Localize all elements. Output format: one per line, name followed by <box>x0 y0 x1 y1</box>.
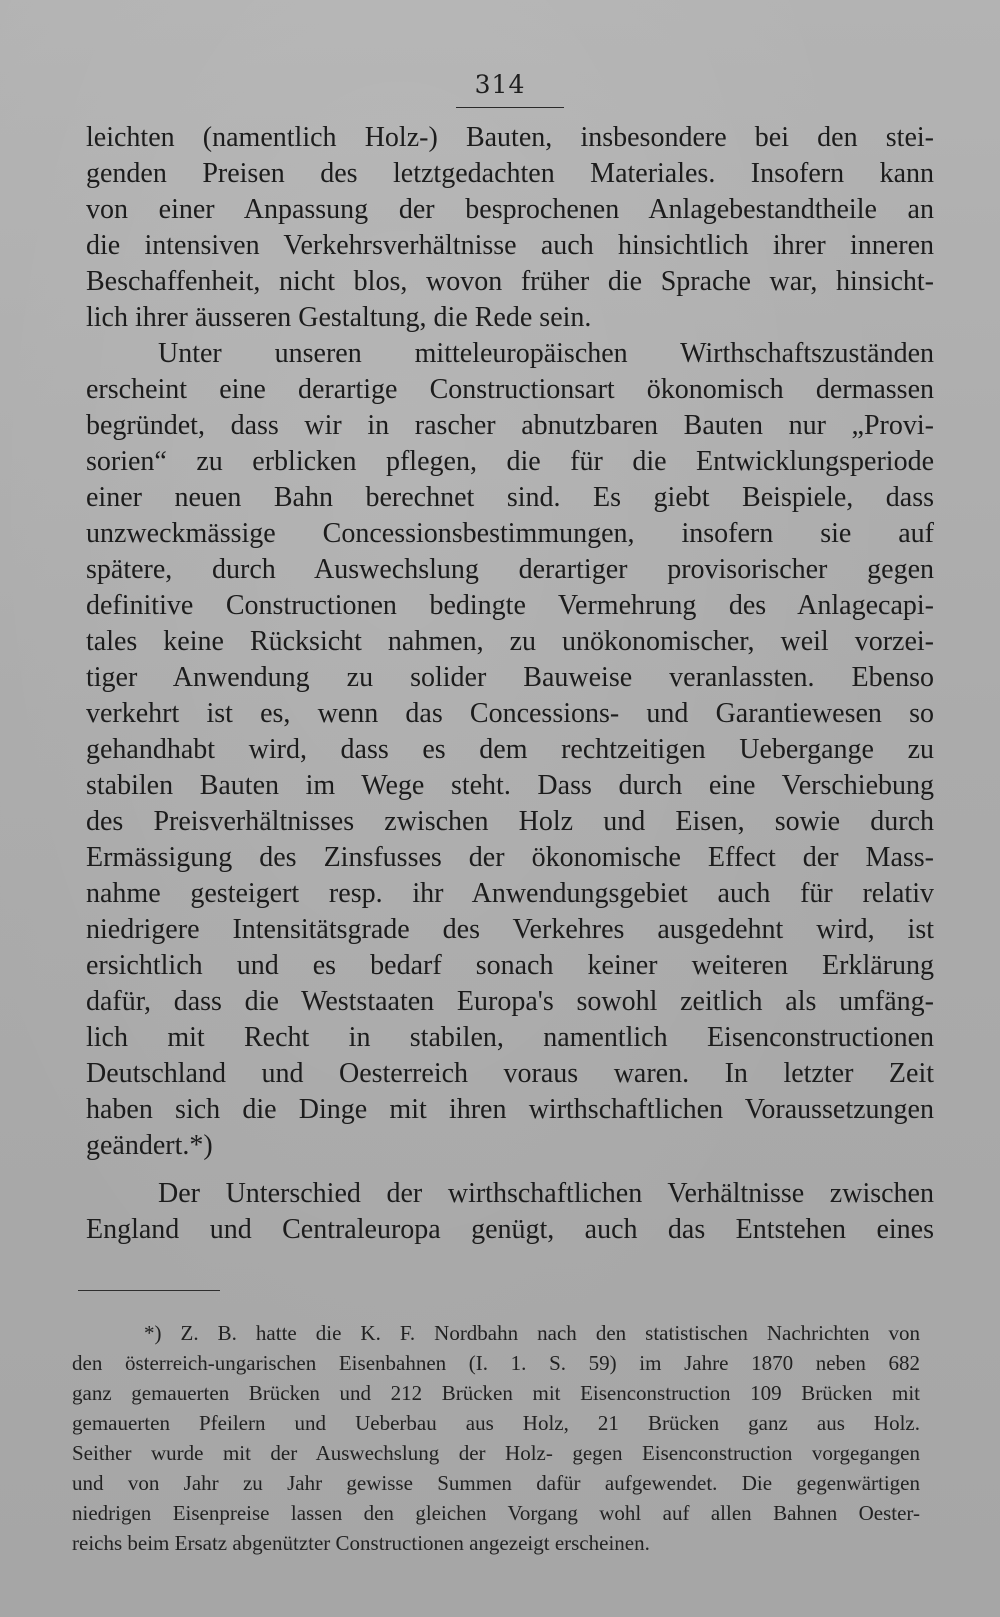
text-line: stabilen Bauten im Wege steht. Dass durch eine Verschiebung <box>86 770 934 801</box>
text-line: sorien“ zu erblicken pflegen, die für die Entwicklungsperiode <box>86 446 934 477</box>
text-line: unzweckmässige Concessionsbestimmungen, insofern sie auf <box>86 518 934 549</box>
text-line: lich mit Recht in stabilen, namentlich Eisenconstructionen <box>86 1022 934 1053</box>
text-line: tiger Anwendung zu solider Bauweise veranlassten. Ebenso <box>86 662 934 693</box>
text-line: Der Unterschied der wirthschaftlichen Verhältnisse zwischen <box>158 1178 934 1209</box>
text-line: Ermässigung des Zinsfusses der ökonomische Effect der Mass- <box>86 842 934 873</box>
text-line: niedrigere Intensitätsgrade des Verkehres ausgedehnt wird, ist <box>86 914 934 945</box>
footnote-rule <box>78 1290 220 1291</box>
text-line: definitive Constructionen bedingte Vermehrung des Anlagecapi- <box>86 590 934 621</box>
footnote-line: und von Jahr zu Jahr gewisse Summen dafür aufgewendet. Die gegenwärtigen <box>72 1471 920 1495</box>
text-line: des Preisverhältnisses zwischen Holz und Eisen, sowie durch <box>86 806 934 837</box>
text-line: genden Preisen des letztgedachten Materiales. Insofern kann <box>86 158 934 189</box>
text-line: einer neuen Bahn berechnet sind. Es giebt Beispiele, dass <box>86 482 934 513</box>
text-line: begründet, dass wir in rascher abnutzbaren Bauten nur „Provi- <box>86 410 934 441</box>
text-line: geändert.*) <box>86 1130 213 1161</box>
text-line: lich ihrer äusseren Gestaltung, die Rede sein. <box>86 302 592 333</box>
footnote-line: reichs beim Ersatz abgenützter Constructionen angezeigt erscheinen. <box>72 1531 650 1555</box>
text-line: gehandhabt wird, dass es dem rechtzeitigen Uebergange zu <box>86 734 934 765</box>
text-line: Beschaffenheit, nicht blos, wovon früher die Sprache war, hinsicht- <box>86 266 934 297</box>
text-line: spätere, durch Auswechslung derartiger provisorischer gegen <box>86 554 934 585</box>
text-line: leichten (namentlich Holz-) Bauten, insbesondere bei den stei- <box>86 122 934 153</box>
text-line: haben sich die Dinge mit ihren wirthschaftlichen Voraussetzungen <box>86 1094 934 1125</box>
text-line: tales keine Rücksicht nahmen, zu unökonomischer, weil vorzei- <box>86 626 934 657</box>
text-line: Unter unseren mitteleuropäischen Wirthschaftszuständen <box>158 338 934 369</box>
footnote-line: niedrigen Eisenpreise lassen den gleichen Vorgang wohl auf allen Bahnen Oester- <box>72 1501 920 1525</box>
footnote-line: ganz gemauerten Brücken und 212 Brücken mit Eisenconstruction 109 Brücken mit <box>72 1381 920 1405</box>
text-line: erscheint eine derartige Constructionsart ökonomisch dermassen <box>86 374 934 405</box>
text-line: von einer Anpassung der besprochenen Anlagebestandtheile an <box>86 194 934 225</box>
footnote-line: Seither wurde mit der Auswechslung der Holz- gegen Eisenconstruction vorgegangen <box>72 1441 920 1465</box>
text-line: ersichtlich und es bedarf sonach keiner weiteren Erklärung <box>86 950 934 981</box>
header-rule <box>456 107 564 108</box>
text-line: verkehrt ist es, wenn das Concessions- und Garantiewesen so <box>86 698 934 729</box>
footnote-line: *) Z. B. hatte die K. F. Nordbahn nach den statistischen Nachrichten von <box>144 1321 920 1345</box>
text-line: die intensiven Verkehrsverhältnisse auch hinsichtlich ihrer inneren <box>86 230 934 261</box>
text-line: Deutschland und Oesterreich voraus waren. In letzter Zeit <box>86 1058 934 1089</box>
footnote-line: den österreich-ungarischen Eisenbahnen (I. 1. S. 59) im Jahre 1870 neben 682 <box>72 1351 920 1375</box>
text-line: dafür, dass die Weststaaten Europa's sowohl zeitlich als umfäng- <box>86 986 934 1017</box>
footnote-line: gemauerten Pfeilern und Ueberbau aus Holz, 21 Brücken ganz aus Holz. <box>72 1411 920 1435</box>
text-line: nahme gesteigert resp. ihr Anwendungsgebiet auch für relativ <box>86 878 934 909</box>
page-number: 314 <box>474 70 526 99</box>
text-line: England und Centraleuropa genügt, auch das Entstehen eines <box>86 1214 934 1245</box>
